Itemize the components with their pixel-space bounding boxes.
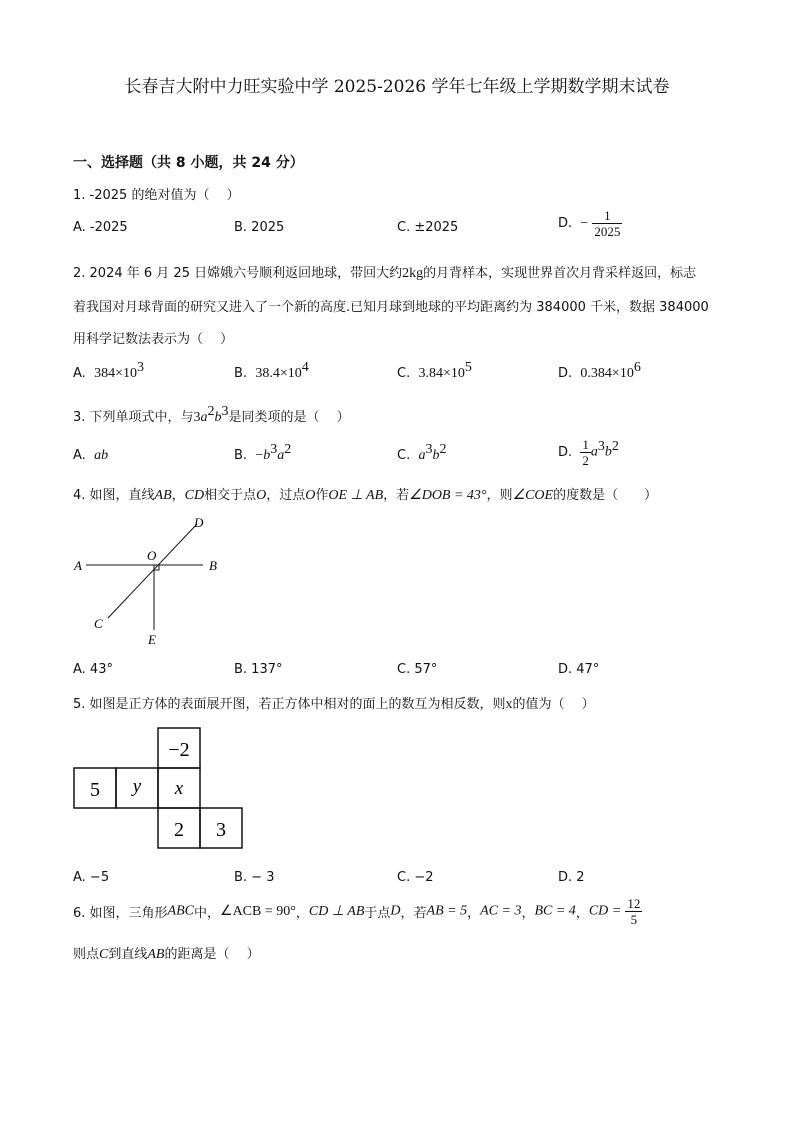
net-x-value: x xyxy=(174,778,184,799)
q3-b-ae: 2 xyxy=(284,442,292,457)
q2-d-label: D. xyxy=(558,366,573,381)
q6-cd-num: 12 xyxy=(627,896,641,911)
q6-line2-c: 的距离是（ ） xyxy=(164,947,260,962)
q5-option-c[interactable]: C. −2 xyxy=(397,870,434,885)
q5-stem-a: 5. 如图是正方体的表面展开图，若正方体中相对的面上的数互为相反数，则 xyxy=(73,697,506,712)
q1-d-sign: − xyxy=(580,215,589,231)
q2-line1-b: 的月背样本，实现世界首次月背采样返回，标志 xyxy=(423,266,697,281)
q3-expr-coef: 3 xyxy=(193,410,201,425)
q3-d-label: D. xyxy=(558,445,573,460)
q4-ab: AB xyxy=(154,488,172,503)
q3-c-label: C. xyxy=(397,448,411,463)
q4-s1: 4. 如图，直线 xyxy=(73,488,155,503)
q4-option-b[interactable]: B. 137° xyxy=(234,662,283,677)
q4-angle2: ∠COE xyxy=(512,488,554,503)
q2-d-exp: 6 xyxy=(633,360,641,375)
net-three-value: 3 xyxy=(216,819,226,841)
q2-line2: 着我国对月球背面的研究又进入了一个新的高度.已知月球到地球的平均距离约为 384000 千米，数据 384000 xyxy=(73,300,709,315)
q6-c4: ， xyxy=(575,906,589,921)
q4-s7: 的度数是（ ） xyxy=(553,488,658,503)
q3-d-fraction xyxy=(580,437,591,468)
q6-s3: 于点 xyxy=(364,906,391,921)
q3-option-c[interactable] xyxy=(397,442,447,464)
q6-line2-b: 到直线 xyxy=(108,947,148,962)
net-two-value: 2 xyxy=(174,819,184,841)
q1-option-b[interactable]: B. 2025 xyxy=(234,220,285,235)
q2-option-c[interactable] xyxy=(397,360,472,382)
q4-option-d[interactable]: D. 47° xyxy=(558,662,600,677)
q3-a-val: ab xyxy=(94,448,109,463)
q3-option-b[interactable] xyxy=(234,442,292,464)
label-e: E xyxy=(148,632,156,647)
q5-option-b[interactable]: B. − 3 xyxy=(234,870,275,885)
q3-b-b: b xyxy=(263,448,271,463)
q4-figure xyxy=(68,512,238,652)
q1-option-a[interactable]: A. -2025 xyxy=(73,220,128,235)
net-y-value: y xyxy=(132,776,142,797)
exam-title: 长春吉大附中力旺实验中学 2025-2026 学年七年级上学期数学期末试卷 xyxy=(124,77,670,97)
q3-b-be: 3 xyxy=(270,442,278,457)
q3-d-ae: 3 xyxy=(597,439,605,454)
label-o: O xyxy=(147,548,157,563)
q3-d-num: 1 xyxy=(582,437,589,452)
q5-x: x xyxy=(505,697,513,712)
label-c: C xyxy=(94,616,103,631)
section-heading: 一、选择题（共 8 小题，共 24 分） xyxy=(73,155,304,171)
label-d: D xyxy=(194,515,204,530)
q3-d-a: a xyxy=(590,444,598,460)
q3-stem-b: 是同类项的是（ ） xyxy=(228,410,350,425)
q4-comma: ， xyxy=(171,488,185,503)
q6-cd-den: 5 xyxy=(630,912,638,927)
q6-abc: ABC xyxy=(167,903,194,919)
q2-option-a[interactable] xyxy=(73,360,144,382)
q2-b-label: B. xyxy=(234,366,248,381)
q4-s3: ，过点 xyxy=(266,488,306,503)
q3-option-d[interactable] xyxy=(558,437,619,468)
q2-d-val: 0.384×10 xyxy=(580,366,634,381)
q1-d-num: 1 xyxy=(592,208,622,224)
q2-a-exp: 3 xyxy=(136,360,144,375)
q1-stem: 1. -2025 的绝对值为（ ） xyxy=(73,188,240,203)
q4-cd: CD xyxy=(184,488,205,503)
q3-stem xyxy=(73,406,350,426)
q5-stem-b: 的值为（ ） xyxy=(512,697,595,712)
q6-cd-fraction xyxy=(625,896,642,927)
q1-d-label: D. xyxy=(558,216,573,231)
q3-c-be: 2 xyxy=(439,442,447,457)
line-cd xyxy=(108,524,197,618)
q4-s4: 作 xyxy=(315,488,329,503)
q2-line1 xyxy=(73,262,696,282)
q6-ac: AC = 3 xyxy=(480,903,522,919)
q6-line1 xyxy=(73,896,642,927)
q4-o: O xyxy=(256,488,267,503)
q2-option-b[interactable] xyxy=(234,360,309,382)
q3-d-be: 2 xyxy=(611,439,619,454)
q6-perp: CD ⊥ AB xyxy=(308,904,365,919)
q2-b-exp: 4 xyxy=(301,360,309,375)
q3-c-b: b xyxy=(432,448,440,463)
q6-s1: 6. 如图，三角形 xyxy=(73,906,168,921)
q3-expr-be: 3 xyxy=(221,404,229,419)
q4-o2: O xyxy=(305,488,316,503)
q6-s4: ，若 xyxy=(400,906,427,921)
q4-angle: ∠DOB = 43° xyxy=(409,488,487,503)
q3-stem-a: 3. 下列单项式中，与 xyxy=(73,410,194,425)
q3-expr-ae: 2 xyxy=(207,404,215,419)
q2-option-d[interactable] xyxy=(558,360,641,382)
q2-line1-a: 2. 2024 年 6 月 25 日嫦娥六号顺利返回地球，带回大约 xyxy=(73,266,403,281)
q1-d-den: 2025 xyxy=(594,224,621,239)
q6-line2-a: 则点 xyxy=(73,947,100,962)
q4-s5: ，若 xyxy=(383,488,410,503)
q6-cpt: C xyxy=(99,947,109,962)
q3-d-den: 2 xyxy=(582,453,589,468)
q3-a-label: A. xyxy=(73,448,86,463)
q1-d-fraction xyxy=(592,208,622,239)
q6-c1: ， xyxy=(295,906,309,921)
q6-angle: ∠ACB = 90° xyxy=(220,904,296,919)
q3-c-a: a xyxy=(418,448,426,463)
q1-option-d[interactable] xyxy=(558,208,622,239)
q5-stem xyxy=(73,693,595,713)
label-a: A xyxy=(74,558,82,573)
q5-option-a[interactable]: A. −5 xyxy=(73,870,110,885)
q1-option-c[interactable]: C. ±2025 xyxy=(397,220,459,235)
q2-a-label: A. xyxy=(73,366,86,381)
q4-stem xyxy=(73,484,657,504)
q3-c-ae: 3 xyxy=(425,442,433,457)
q4-option-a[interactable]: A. 43° xyxy=(73,662,113,677)
q6-c2: ， xyxy=(467,906,481,921)
q4-option-c[interactable]: C. 57° xyxy=(397,662,438,677)
q3-b-sign: − xyxy=(255,448,264,463)
label-b: B xyxy=(209,558,217,573)
q6-s2: 中， xyxy=(194,906,221,921)
net-top-value: −2 xyxy=(168,739,190,761)
q3-d-b: b xyxy=(604,444,612,460)
q3-b-a: a xyxy=(277,448,285,463)
q2-b-val: 38.4×10 xyxy=(255,366,302,381)
q2-c-val: 3.84×10 xyxy=(418,366,465,381)
q4-perp: OE ⊥ AB xyxy=(328,488,384,503)
q6-bc: BC = 4 xyxy=(534,903,576,919)
q2-line1-qty: 2kg xyxy=(402,266,424,281)
q6-line2 xyxy=(73,943,260,963)
q2-line3: 用科学记数法表示为（ ） xyxy=(73,332,234,347)
q6-ab2: AB xyxy=(147,947,165,962)
q6-d: D xyxy=(390,903,401,919)
q5-option-d[interactable]: D. 2 xyxy=(558,870,585,885)
q6-c3: ， xyxy=(521,906,535,921)
net-five-value: 5 xyxy=(90,779,100,801)
q3-b-label: B. xyxy=(234,448,248,463)
q4-s6: ，则 xyxy=(486,488,513,503)
q5-cube-net xyxy=(70,726,250,856)
q3-expr-a: a xyxy=(200,410,208,425)
q6-cd: CD = xyxy=(588,903,622,919)
q3-expr-b: b xyxy=(214,410,222,425)
q6-ab: AB = 5 xyxy=(426,903,468,919)
q2-a-val: 384×10 xyxy=(94,366,137,381)
q4-s2: 相交于点 xyxy=(204,488,257,503)
q2-c-label: C. xyxy=(397,366,411,381)
q3-option-a[interactable] xyxy=(73,448,108,464)
q2-c-exp: 5 xyxy=(464,360,472,375)
